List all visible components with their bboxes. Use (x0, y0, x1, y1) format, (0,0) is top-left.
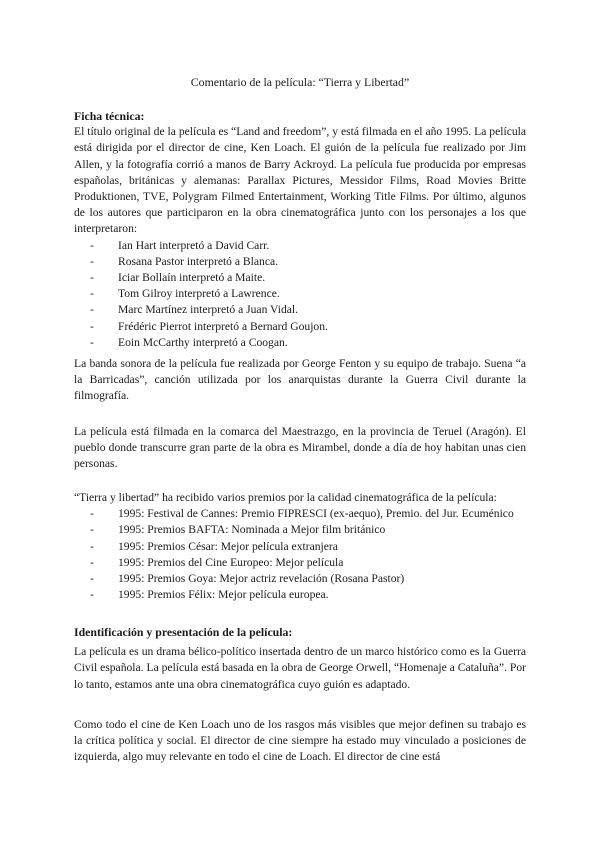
ficha-tecnica-section (74, 108, 526, 351)
awards-intro: “Tierra y libertad” ha recibido varios premios por la calidad cinematográfica de la película: (74, 491, 497, 504)
award-item-text: 1995: Premios Goya: Mejor actriz revelación (Rosana Pastor) (118, 572, 405, 586)
ken-loach-paragraph: Como todo el cine de Ken Loach uno de los rasgos más visibles que mejor definen su trabajo es la crítica política y social. El director de cine siempre ha estado muy vinculado a posiciones de izquierda, algo muy relevante en todo el cine de Loach. El director de cine está (74, 718, 526, 764)
list-dash: - (90, 254, 94, 268)
list-item (74, 522, 526, 538)
list-dash: - (90, 303, 94, 317)
award-item-text: 1995: Premios BAFTA: Nominada a Mejor film británico (118, 523, 386, 537)
location-section (74, 424, 526, 473)
list-item (74, 587, 526, 603)
list-item (74, 335, 526, 351)
list-dash: - (90, 507, 94, 521)
identificacion-heading: Identificación y presentación de la película: (74, 625, 293, 639)
awards-list (74, 506, 526, 603)
award-item-text: 1995: Premios del Cine Europeo: Mejor película (118, 555, 344, 569)
list-item (74, 506, 526, 522)
list-dash: - (90, 335, 94, 349)
location-paragraph: La película está filmada en la comarca del Maestrazgo, en la provincia de Teruel (Aragón). El pueblo donde transcurre gran parte de la obra es Mirambel, donde a día de hoy habitan unas cien personas. (74, 425, 526, 471)
award-item-text: 1995: Premios César: Mejor película extranjera (118, 539, 338, 553)
cast-item-text: Iciar Bollaín interpretó a Maite. (118, 271, 266, 285)
list-item (74, 571, 526, 587)
list-item (74, 319, 526, 335)
list-dash: - (90, 319, 94, 333)
soundtrack-section (74, 356, 526, 405)
identificacion-paragraph: La película es un drama bélico-político insertada dentro de un marco histórico como es la Guerra Civil española. La película está basada en la obra de George Orwell, “Homenaje a Cataluña”. Por lo tanto, estamos ante una obra cinematográfica cuyo guión es adaptado. (74, 645, 526, 691)
list-item (74, 302, 526, 318)
document-title: Comentario de la película: “Tierra y Libertad” (190, 75, 410, 89)
ken-loach-section (74, 717, 526, 766)
list-dash: - (90, 271, 94, 285)
list-item (74, 286, 526, 302)
list-item (74, 270, 526, 286)
list-dash: - (90, 539, 94, 553)
list-item (74, 238, 526, 254)
cast-item-text: Frédéric Pierrot interpretó a Bernard Goujon. (118, 319, 328, 333)
list-dash: - (90, 287, 94, 301)
awards-section (74, 490, 526, 603)
cast-item-text: Rosana Pastor interpretó a Blanca. (118, 254, 279, 268)
list-dash: - (90, 238, 94, 252)
award-item-text: 1995: Premios Félix: Mejor película europea. (118, 588, 329, 602)
soundtrack-paragraph: La banda sonora de la película fue realizada por George Fenton y su equipo de trabajo. Suena “a la Barricadas”, canción utilizada por los anarquistas durante la Guerra Civil durante la filmografía. (74, 357, 526, 403)
list-item (74, 539, 526, 555)
list-item (74, 254, 526, 270)
cast-item-text: Eoin McCarthy interpretó a Coogan. (118, 335, 288, 349)
cast-item-text: Ian Hart interpretó a David Carr. (118, 238, 270, 252)
ficha-tecnica-paragraph: El título original de la película es “Land and freedom”, y está filmada en el año 1995. La película está dirigida por el director de cine, Ken Loach. El guión de la película fue realizado por Jim Allen, y la fotografía corrió a manos de Barry Ackroyd. La película fue producida por empresas españolas, británicas y alemanas: Parallax Pictures, Messidor Films, Road Movies Britte Produktionen, TVE, Polygram Filmed Entertainment, Working Title Films. Por último, algunos de los autores que participaron en la obra cinematográfica junto con los personajes a los que interpretaron: (74, 125, 526, 236)
cast-item-text: Marc Martínez interpretó a Juan Vidal. (118, 303, 299, 317)
award-item-text: 1995: Festival de Cannes: Premio FIPRESCI (ex-aequo), Premio. del Jur. Ecuménico (118, 507, 514, 521)
cast-list (74, 238, 526, 351)
list-dash: - (90, 588, 94, 602)
cast-item-text: Tom Gilroy interpretó a Lawrence. (118, 287, 280, 301)
identificacion-section (74, 624, 526, 693)
list-item (74, 555, 526, 571)
list-dash: - (90, 555, 94, 569)
list-dash: - (90, 572, 94, 586)
list-dash: - (90, 523, 94, 537)
ficha-tecnica-heading: Ficha técnica: (74, 109, 145, 123)
